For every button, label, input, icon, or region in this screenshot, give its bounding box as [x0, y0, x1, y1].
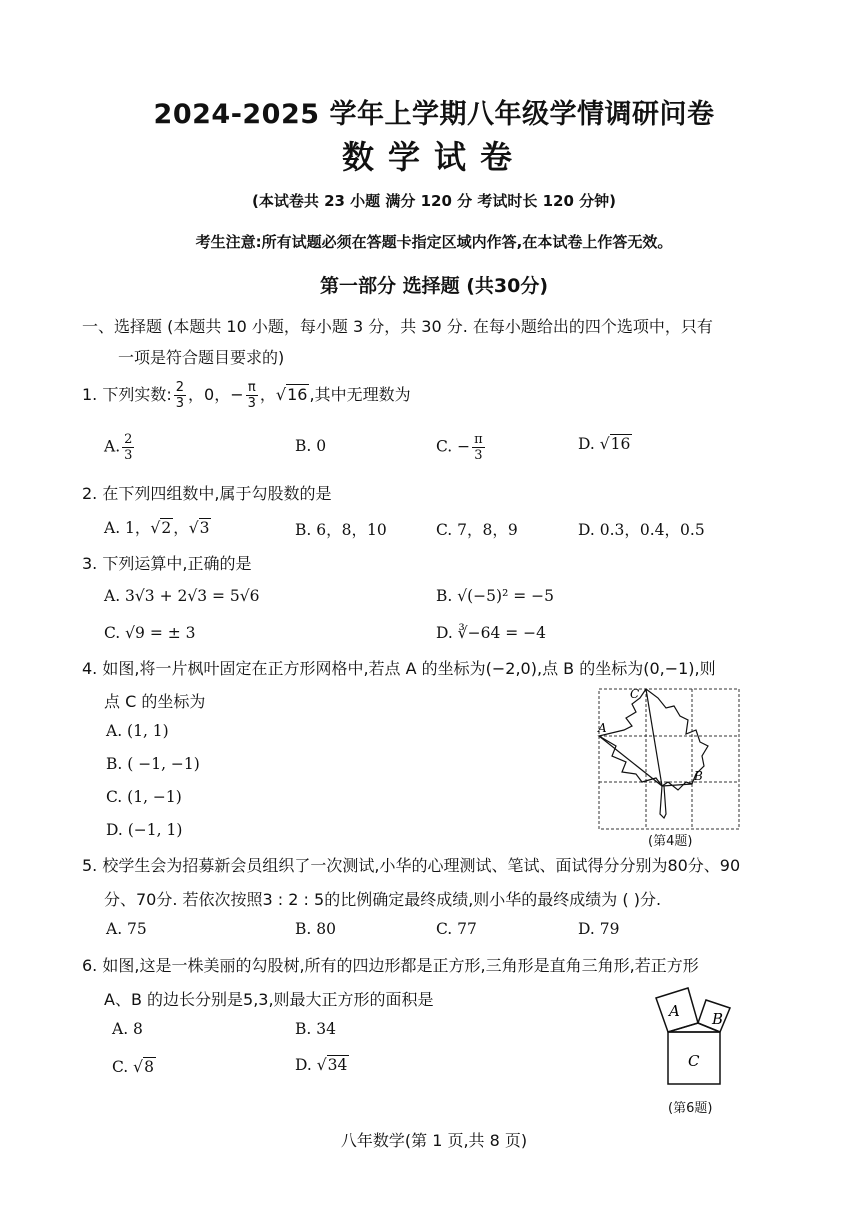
q3-option-a: A. 3√3 + 2√3 = 5√6: [104, 587, 260, 605]
q6-caption: (第6题): [668, 1101, 713, 1116]
q4-option-a: A. (1, 1): [106, 722, 169, 740]
q2-a-mid: ，: [173, 519, 189, 537]
q1-d-val: 16: [610, 435, 631, 453]
q1-f2-den: 3: [247, 396, 256, 411]
q1-d-sym: √: [599, 435, 610, 453]
q1-option-d: [578, 435, 632, 453]
q1-sqrt-sym: √: [275, 385, 287, 404]
exam-info: (本试卷共 23 小题 满分 120 分 考试时长 120 分钟): [252, 192, 616, 210]
q6-label-b: B: [712, 1010, 724, 1028]
q1-option-c: [436, 432, 487, 463]
q6-c-label: C.: [112, 1058, 129, 1076]
q1-f1-num: 2: [175, 380, 185, 395]
exam-title: 2024-2025 学年上学期八年级学情调研问卷: [153, 99, 715, 130]
q1-option-b: B. 0: [295, 437, 327, 455]
q6-option-c: [112, 1058, 156, 1076]
q1-c-frac: [472, 432, 485, 463]
section-instructions-line1: 一、选择题 (本题共 10 小题，每小题 3 分，共 30 分. 在每小题给出的四个选项中，只有: [82, 317, 713, 336]
q3-option-c: C. √9 = ± 3: [104, 624, 196, 642]
q2-a-s2: 3: [199, 519, 210, 537]
q1-d-label: D.: [578, 435, 595, 453]
q6-pythagoras-tree-figure: [636, 980, 748, 1092]
q1-prefix: 1. 下列实数:: [82, 385, 172, 404]
q6-option-a: A. 8: [112, 1020, 143, 1038]
q4-point-a: A: [598, 721, 607, 735]
question-6-line2: A、B 的边长分别是5,3,则最大正方形的面积是: [104, 990, 434, 1009]
q4-point-c: C: [630, 687, 640, 701]
q2-a-s1: 2: [161, 519, 172, 537]
q1-f1-den: 3: [175, 396, 185, 411]
q5-option-a: A. 75: [106, 920, 147, 938]
q5-option-c: C. 77: [436, 920, 477, 938]
q4-point-b: B: [694, 769, 703, 783]
question-4-line1: 4. 如图,将一片枫叶固定在正方形网格中,若点 A 的坐标为(−2,0),点 B 的坐标为(0,−1),则: [82, 659, 716, 678]
q4-maple-leaf-figure: [596, 686, 744, 834]
exam-subtitle: 数学试卷: [341, 138, 526, 176]
q4-leaf-shape: [599, 689, 708, 818]
exam-notice: 考生注意:所有试题必须在答题卡指定区域内作答,在本试卷上作答无效。: [195, 233, 673, 251]
q6-label-a: A: [669, 1002, 680, 1020]
section-instructions-line2: 一项是符合题目要求的): [118, 348, 285, 367]
part-title: 第一部分 选择题 (共30分): [319, 275, 549, 297]
question-2-stem: 2. 在下列四组数中,属于勾股数的是: [82, 484, 332, 503]
q2-a-sym2: √: [188, 519, 199, 537]
q1-sqrt-16: [276, 385, 310, 404]
q1-sep1: ，0，−: [188, 385, 244, 404]
q2-option-c: C. 7，8，9: [436, 521, 518, 539]
q3-option-b: B. √(−5)² = −5: [436, 587, 554, 605]
q3-option-d: D. ∛−64 = −4: [436, 624, 547, 642]
q2-a-sym1: √: [150, 519, 161, 537]
q1-a-den: 3: [124, 448, 133, 463]
q2-option-a: [104, 516, 211, 538]
question-6-line1: 6. 如图,这是一株美丽的勾股树,所有的四边形都是正方形,三角形是直角三角形,若正方形: [82, 956, 699, 975]
q6-label-c: C: [688, 1052, 700, 1070]
q2-option-d: D. 0.3，0.4，0.5: [578, 521, 705, 539]
page-footer: 八年数学(第 1 页,共 8 页): [340, 1131, 528, 1150]
q1-sqrt-val: 16: [287, 385, 308, 404]
q6-d-sym: √: [316, 1056, 327, 1074]
question-1-stem: [82, 380, 411, 411]
q2-option-b: B. 6，8，10: [295, 521, 387, 539]
q1-a-num: 2: [124, 432, 133, 447]
q1-c-den: 3: [474, 448, 483, 463]
q1-fraction-pi-3: [246, 380, 258, 411]
q4-option-c: C. (1, −1): [106, 788, 182, 806]
q4-option-b: B. ( −1, −1): [106, 755, 200, 773]
q6-d-label: D.: [295, 1056, 312, 1074]
q6-option-d: [295, 1056, 349, 1074]
q6-c-val: 8: [144, 1058, 154, 1076]
q4-caption: (第4题): [648, 834, 693, 849]
q1-option-a: [104, 432, 136, 463]
q4-option-d: D. (−1, 1): [106, 821, 183, 839]
q5-option-b: B. 80: [295, 920, 336, 938]
question-3-stem: 3. 下列运算中,正确的是: [82, 554, 252, 573]
q6-option-b: B. 34: [295, 1020, 336, 1038]
q6-c-sym: √: [133, 1058, 144, 1076]
question-5-line2: 分、70分. 若依次按照3 : 2 : 5的比例确定最终成绩,则小华的最终成绩为 ( )分.: [104, 890, 662, 909]
q2-a-pre: A. 1，: [104, 519, 151, 537]
q1-c-label: C. −: [436, 437, 471, 456]
q1-sep2: ，: [259, 385, 276, 404]
question-4-line2: 点 C 的坐标为: [104, 692, 206, 711]
q1-a-label: A.: [104, 437, 121, 456]
q5-option-d: D. 79: [578, 920, 620, 938]
q1-f2-num: π: [247, 380, 256, 395]
question-5-line1: 5. 校学生会为招募新会员组织了一次测试,小华的心理测试、笔试、面试得分分别为80分、90: [82, 856, 741, 875]
q1-fraction-2-3: [174, 380, 186, 411]
q1-suffix: ,其中无理数为: [309, 385, 411, 404]
q1-c-num: π: [474, 432, 483, 447]
q1-a-frac: [122, 432, 134, 463]
q6-d-val: 34: [327, 1056, 348, 1074]
